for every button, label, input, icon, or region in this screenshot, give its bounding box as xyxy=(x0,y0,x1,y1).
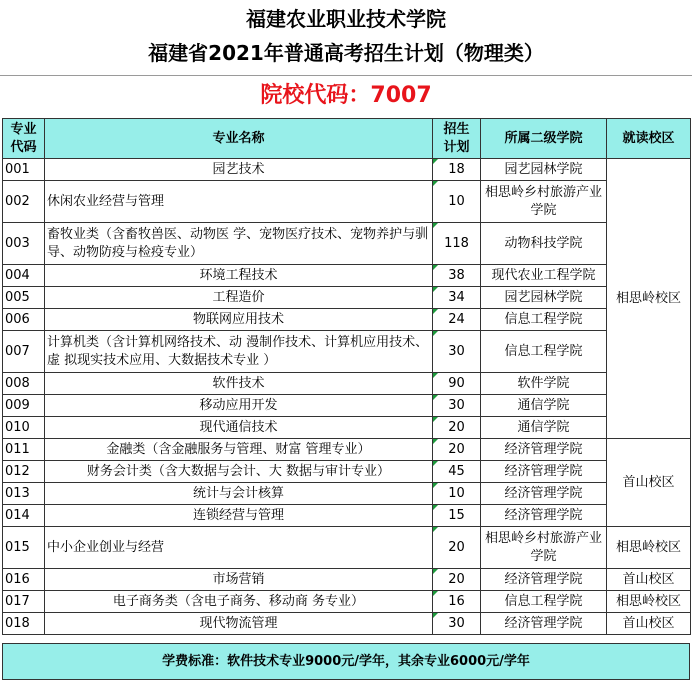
table-row xyxy=(3,181,691,223)
college-name: 经济管理学院 xyxy=(481,461,607,483)
college-name: 动物科技学院 xyxy=(481,223,607,265)
school-title: 福建农业职业技术学院 xyxy=(246,7,446,31)
enrollment-quota: 10 xyxy=(433,483,481,505)
college-name: 软件学院 xyxy=(481,373,607,395)
program-code: 009 xyxy=(3,395,45,417)
program-name: 工程造价 xyxy=(45,287,433,309)
college-name: 园艺园林学院 xyxy=(481,159,607,181)
college-name: 相思岭乡村旅游产业学院 xyxy=(481,181,607,223)
program-code: 002 xyxy=(3,181,45,223)
table-row xyxy=(3,373,691,395)
table-row xyxy=(3,439,691,461)
program-code: 012 xyxy=(3,461,45,483)
tuition-footer: 学费标准：软件技术专业9000元/学年，其余专业6000元/学年 xyxy=(2,643,690,680)
program-name: 连锁经营与管理 xyxy=(45,505,433,527)
program-name: 园艺技术 xyxy=(45,159,433,181)
divider xyxy=(0,75,692,76)
program-name: 现代通信技术 xyxy=(45,417,433,439)
table-row xyxy=(3,613,691,635)
program-code: 007 xyxy=(3,331,45,373)
program-code: 006 xyxy=(3,309,45,331)
table-row xyxy=(3,461,691,483)
enrollment-quota: 24 xyxy=(433,309,481,331)
enrollment-quota: 90 xyxy=(433,373,481,395)
program-name: 现代物流管理 xyxy=(45,613,433,635)
table-row xyxy=(3,505,691,527)
enrollment-quota: 30 xyxy=(433,613,481,635)
program-code: 014 xyxy=(3,505,45,527)
enrollment-quota: 10 xyxy=(433,181,481,223)
program-name: 环境工程技术 xyxy=(45,265,433,287)
plan-table xyxy=(2,118,691,635)
col-header-name: 专业名称 xyxy=(45,119,433,159)
college-name: 经济管理学院 xyxy=(481,439,607,461)
program-name: 软件技术 xyxy=(45,373,433,395)
enrollment-quota: 118 xyxy=(433,223,481,265)
enrollment-quota: 34 xyxy=(433,287,481,309)
college-name: 信息工程学院 xyxy=(481,309,607,331)
campus-name: 相思岭校区 xyxy=(607,591,691,613)
college-name: 相思岭乡村旅游产业学院 xyxy=(481,527,607,569)
enrollment-quota: 45 xyxy=(433,461,481,483)
college-name: 信息工程学院 xyxy=(481,591,607,613)
program-code: 016 xyxy=(3,569,45,591)
enrollment-quota: 16 xyxy=(433,591,481,613)
header-row xyxy=(3,119,691,159)
enrollment-quota: 18 xyxy=(433,159,481,181)
program-code: 015 xyxy=(3,527,45,569)
table-row xyxy=(3,159,691,181)
program-code: 013 xyxy=(3,483,45,505)
program-name: 移动应用开发 xyxy=(45,395,433,417)
col-header-college: 所属二级学院 xyxy=(481,119,607,159)
program-code: 005 xyxy=(3,287,45,309)
campus-name: 首山校区 xyxy=(607,439,691,527)
enrollment-quota: 30 xyxy=(433,331,481,373)
program-name: 财务会计类（含大数据与会计、大 数据与审计专业） xyxy=(45,461,433,483)
program-code: 011 xyxy=(3,439,45,461)
table-row xyxy=(3,417,691,439)
enrollment-quota: 30 xyxy=(433,395,481,417)
program-name: 金融类（含金融服务与管理、财富 管理专业） xyxy=(45,439,433,461)
table-row xyxy=(3,483,691,505)
program-code: 010 xyxy=(3,417,45,439)
program-code: 001 xyxy=(3,159,45,181)
program-name: 物联网应用技术 xyxy=(45,309,433,331)
program-name: 市场营销 xyxy=(45,569,433,591)
enrollment-quota: 20 xyxy=(433,569,481,591)
plan-table-body xyxy=(3,159,691,635)
col-header-quota: 招生 计划 xyxy=(433,119,481,159)
table-row xyxy=(3,569,691,591)
program-code: 008 xyxy=(3,373,45,395)
college-name: 园艺园林学院 xyxy=(481,287,607,309)
program-name: 畜牧业类（含畜牧兽医、动物医 学、宠物医疗技术、宠物养护与驯 导、动物防疫与检疫专业） xyxy=(45,223,433,265)
table-row xyxy=(3,331,691,373)
college-name: 经济管理学院 xyxy=(481,569,607,591)
campus-name: 相思岭校区 xyxy=(607,527,691,569)
table-row xyxy=(3,395,691,417)
table-row xyxy=(3,591,691,613)
enrollment-quota: 38 xyxy=(433,265,481,287)
enrollment-quota: 20 xyxy=(433,439,481,461)
college-name: 经济管理学院 xyxy=(481,483,607,505)
enrollment-quota: 20 xyxy=(433,417,481,439)
program-name: 电子商务类（含电子商务、移动商 务专业） xyxy=(45,591,433,613)
program-code: 004 xyxy=(3,265,45,287)
table-row xyxy=(3,287,691,309)
table-row xyxy=(3,265,691,287)
program-name: 统计与会计核算 xyxy=(45,483,433,505)
enrollment-quota: 15 xyxy=(433,505,481,527)
table-row xyxy=(3,309,691,331)
school-code: 院校代码：7007 xyxy=(260,83,432,108)
college-name: 通信学院 xyxy=(481,395,607,417)
college-name: 通信学院 xyxy=(481,417,607,439)
campus-name: 首山校区 xyxy=(607,569,691,591)
program-name: 休闲农业经营与管理 xyxy=(45,181,433,223)
college-name: 经济管理学院 xyxy=(481,505,607,527)
college-name: 现代农业工程学院 xyxy=(481,265,607,287)
college-name: 经济管理学院 xyxy=(481,613,607,635)
program-code: 018 xyxy=(3,613,45,635)
table-row xyxy=(3,223,691,265)
campus-name: 相思岭校区 xyxy=(607,159,691,439)
plan-title: 福建省2021年普通高考招生计划（物理类） xyxy=(148,41,544,65)
campus-name: 首山校区 xyxy=(607,613,691,635)
college-name: 信息工程学院 xyxy=(481,331,607,373)
table-row xyxy=(3,527,691,569)
enrollment-quota: 20 xyxy=(433,527,481,569)
program-name: 中小企业创业与经营 xyxy=(45,527,433,569)
program-code: 017 xyxy=(3,591,45,613)
col-header-campus: 就读校区 xyxy=(607,119,691,159)
program-code: 003 xyxy=(3,223,45,265)
col-header-code: 专业 代码 xyxy=(3,119,45,159)
program-name: 计算机类（含计算机网络技术、动 漫制作技术、计算机应用技术、虚 拟现实技术应用、大数据技术专业 ） xyxy=(45,331,433,373)
